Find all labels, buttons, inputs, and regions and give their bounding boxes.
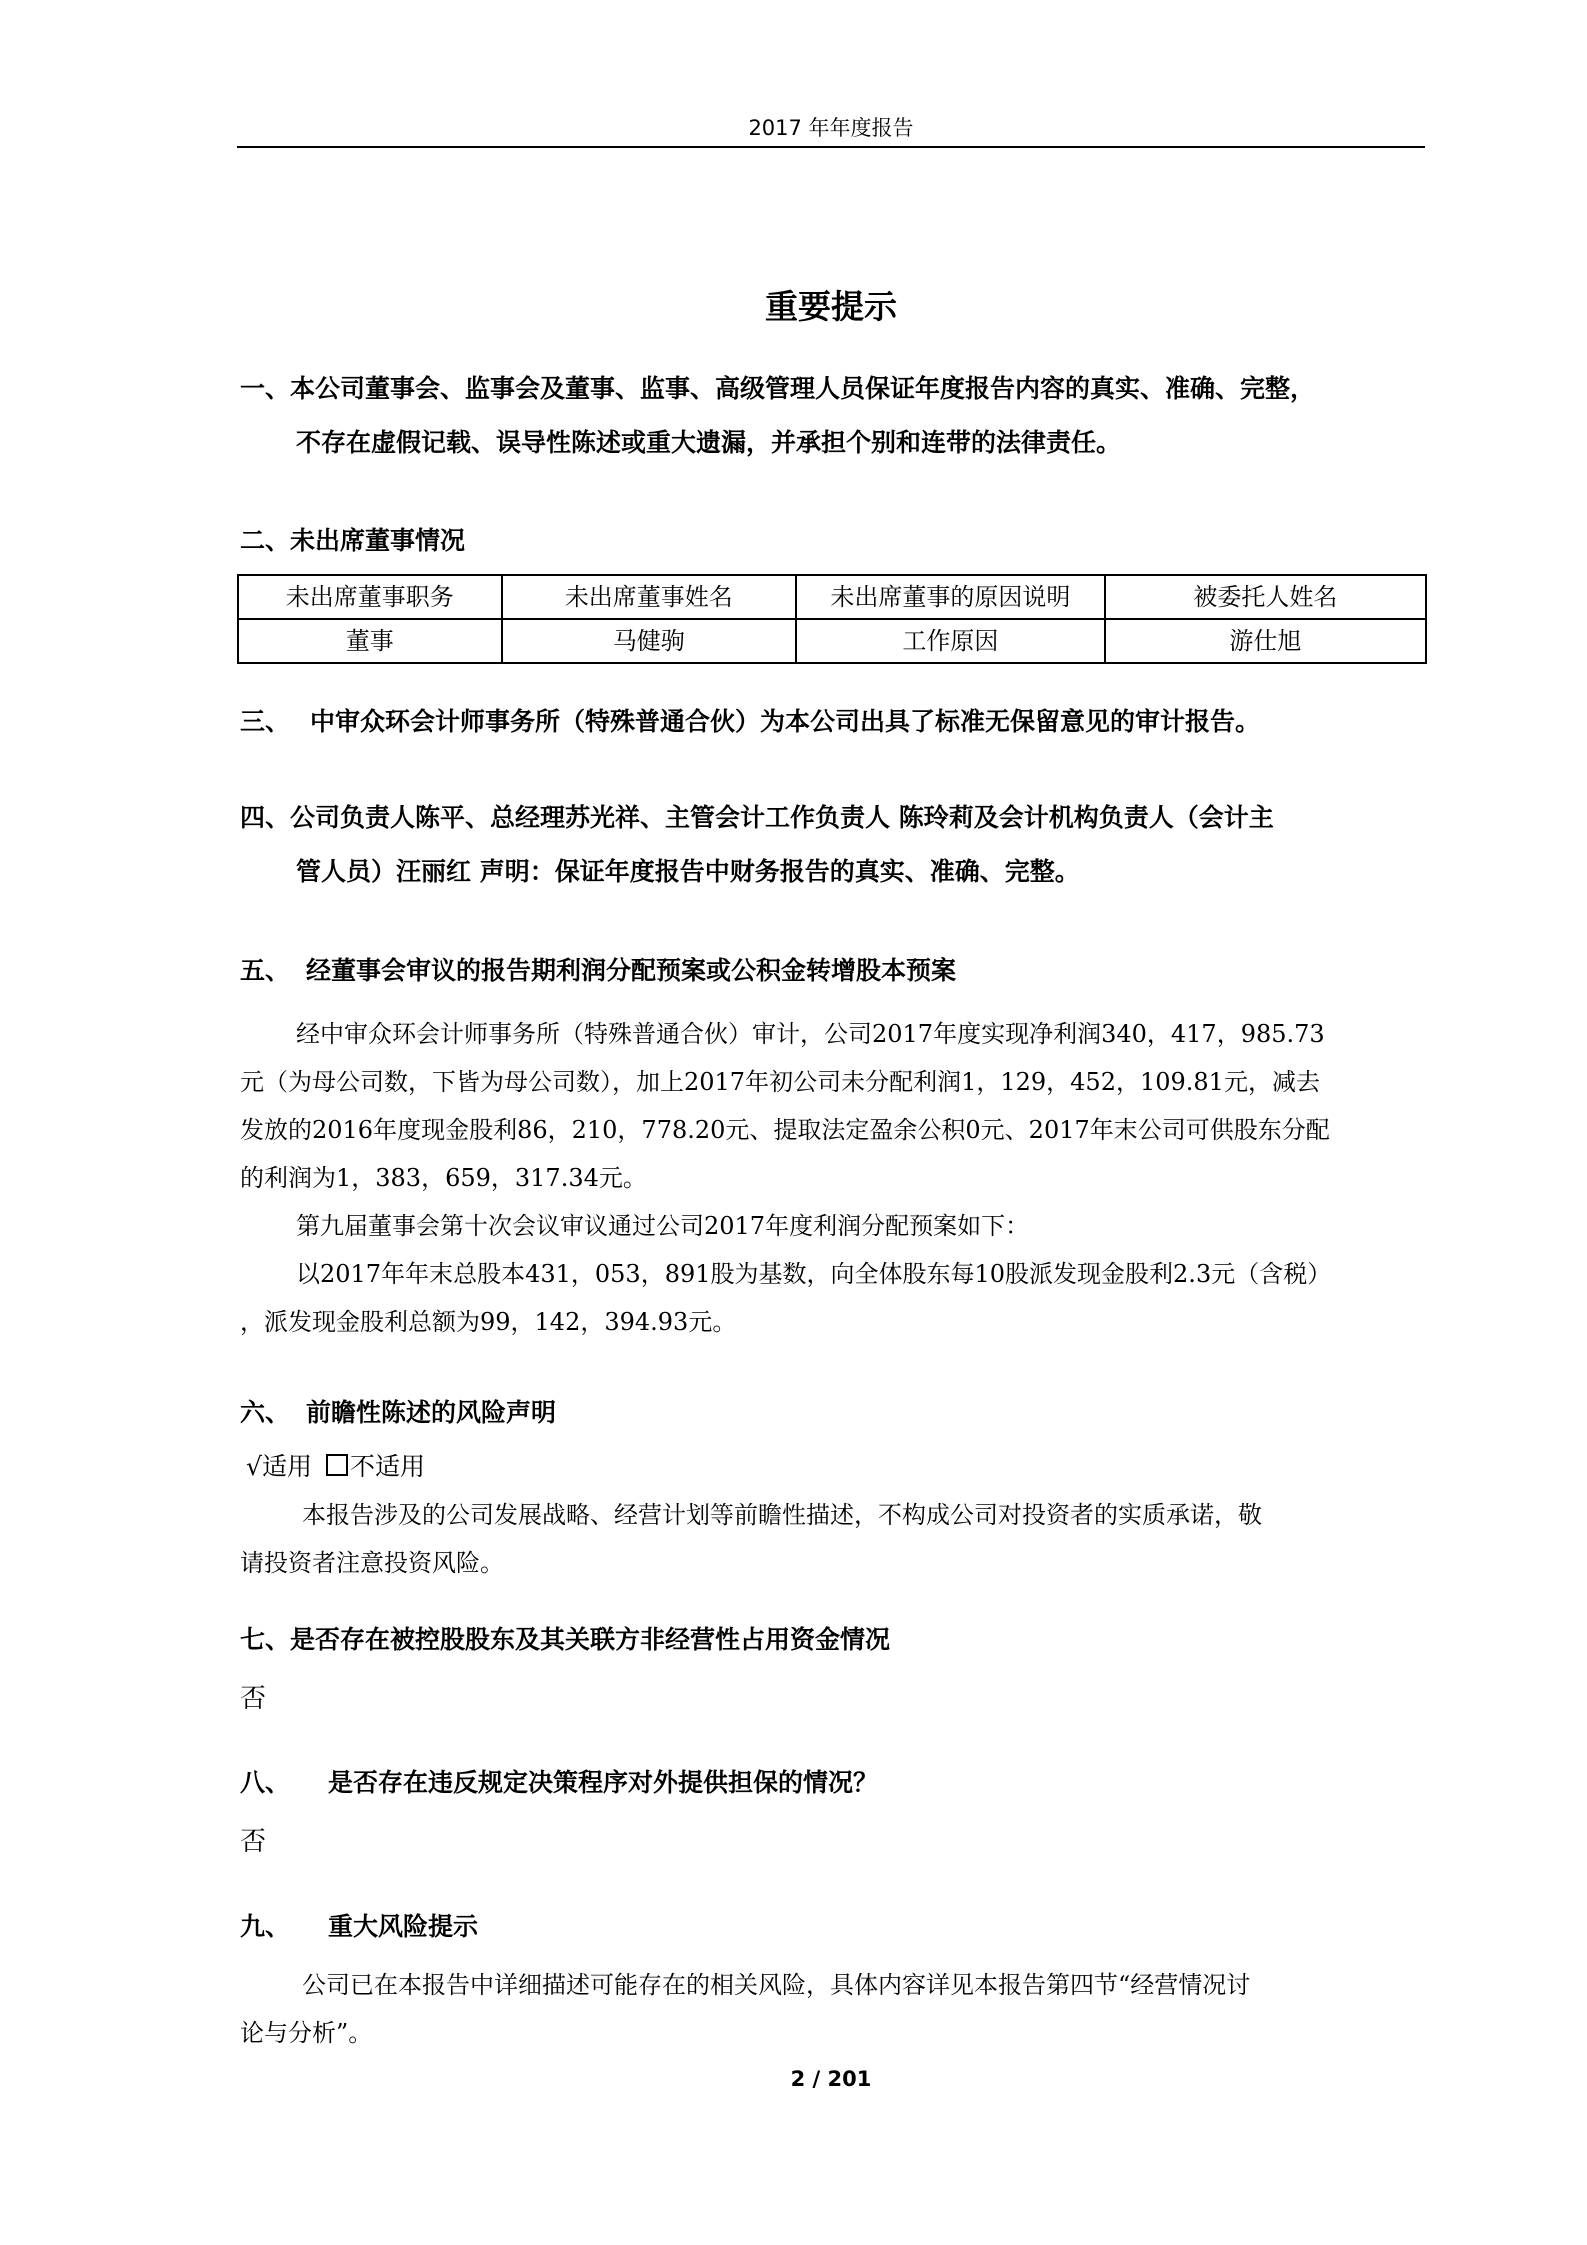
section-8-heading	[240, 1756, 1425, 1810]
section-6-title: 前瞻性陈述的风险声明	[306, 1398, 557, 1427]
table-header-cell: 未出席董事职务	[238, 575, 502, 619]
section-5-p1-line-2: 元（为母公司数，下皆为母公司数），加上2017年初公司未分配利润1，129，452，109.81元，减去	[240, 1068, 1320, 1096]
section-9-p-line-1: 公司已在本报告中详细描述可能存在的相关风险，具体内容详见本报告第四节“经营情况讨	[302, 1971, 1251, 1999]
table-header-cell: 被委托人姓名	[1105, 575, 1426, 619]
section-2-heading	[240, 514, 1425, 568]
section-6-number: 六、	[240, 1398, 291, 1427]
table-row	[238, 619, 1426, 663]
running-header: 2017 年年度报告	[748, 116, 914, 140]
section-6-heading	[240, 1386, 1425, 1440]
section-4-line-1	[240, 791, 1425, 845]
section-9-title: 重大风险提示	[328, 1912, 479, 1941]
header-rule	[237, 146, 1425, 148]
section-7-heading	[240, 1613, 1425, 1667]
section-5-p1-line-3: 发放的2016年度现金股利86，210，778.20元、提取法定盈余公积0元、2017年末公司可供股东分配	[240, 1116, 1330, 1144]
section-1	[240, 362, 1425, 470]
section-4-line-2: 管人员）汪丽红 声明：保证年度报告中财务报告的真实、准确、完整。	[296, 857, 1080, 886]
section-8-answer: 否	[240, 1827, 267, 1857]
option-not-applicable-label: 不适用	[349, 1452, 425, 1481]
table-header-cell: 未出席董事姓名	[502, 575, 796, 619]
section-2-title: 未出席董事情况	[290, 526, 466, 555]
section-8-number: 八、	[240, 1768, 291, 1797]
section-7-title: 是否存在被控股股东及其关联方非经营性占用资金情况	[290, 1625, 891, 1654]
section-5-title: 经董事会审议的报告期利润分配预案或公积金转增股本预案	[306, 956, 957, 985]
section-9-heading	[240, 1900, 1425, 1954]
section-9-body	[240, 1961, 1425, 2057]
section-1-text-1: 本公司董事会、监事会及董事、监事、高级管理人员保证年度报告内容的真实、准确、完整，	[290, 374, 1316, 403]
section-5-p1-line-4: 的利润为1，383，659，317.34元。	[240, 1164, 647, 1192]
section-3-text: 中审众环会计师事务所（特殊普通合伙）为本公司出具了标准无保留意见的审计报告。	[310, 707, 1261, 736]
section-9-number: 九、	[240, 1912, 291, 1941]
table-header-row	[238, 575, 1426, 619]
section-5-p1-line-1: 经中审众环会计师事务所（特殊普通合伙）审计，公司2017年度实现净利润340，417，985.73	[296, 1020, 1325, 1048]
section-6-p-line-2: 请投资者注意投资风险。	[240, 1549, 504, 1577]
table-cell: 马健驹	[502, 619, 796, 663]
section-5-p3-line-1: 以2017年年末总股本431，053，891股为基数，向全体股东每10股派发现金股利2.3元（含税）	[296, 1260, 1332, 1288]
page-number: 2 / 201	[790, 2067, 872, 2091]
empty-checkbox-icon	[326, 1454, 348, 1476]
section-7-number: 七、	[240, 1625, 291, 1654]
table-cell: 工作原因	[796, 619, 1105, 663]
table-cell: 董事	[238, 619, 502, 663]
section-5-number: 五、	[240, 956, 291, 985]
section-5-p2: 第九届董事会第十次会议审议通过公司2017年度利润分配预案如下：	[296, 1212, 1030, 1240]
option-applicable-label: 适用	[261, 1452, 312, 1481]
section-1-line-2: 不存在虚假记载、误导性陈述或重大遗漏，并承担个别和连带的法律责任。	[296, 428, 1122, 457]
section-6-body	[240, 1491, 1425, 1587]
section-4-text-1: 公司负责人陈平、总经理苏光祥、主管会计工作负责人 陈玲莉及会计机构负责人（会计主	[290, 803, 1274, 832]
section-3-number: 三、	[240, 707, 291, 736]
table-header-cell: 未出席董事的原因说明	[796, 575, 1105, 619]
section-5-body	[240, 1010, 1425, 1346]
section-9-p-line-2: 论与分析”。	[240, 2019, 373, 2047]
checkmark-icon: √	[246, 1452, 262, 1481]
section-7-answer: 否	[240, 1684, 267, 1714]
table-cell: 游仕旭	[1105, 619, 1426, 663]
section-4-number: 四、	[240, 803, 291, 832]
applicability-options	[246, 1443, 1431, 1491]
section-5-p3-line-2: ，派发现金股利总额为99，142，394.93元。	[240, 1308, 737, 1336]
section-3	[240, 695, 1425, 749]
section-4	[240, 791, 1425, 899]
page-title: 重要提示	[765, 287, 897, 326]
section-6-p-line-1: 本报告涉及的公司发展战略、经营计划等前瞻性描述，不构成公司对投资者的实质承诺，敬	[302, 1501, 1262, 1529]
section-8-title: 是否存在违反规定决策程序对外提供担保的情况？	[328, 1768, 879, 1797]
section-1-line-1	[240, 362, 1425, 416]
section-2-number: 二、	[240, 526, 291, 555]
absent-directors-table	[237, 574, 1427, 664]
section-1-number: 一、	[240, 374, 291, 403]
section-5-heading	[240, 944, 1425, 998]
